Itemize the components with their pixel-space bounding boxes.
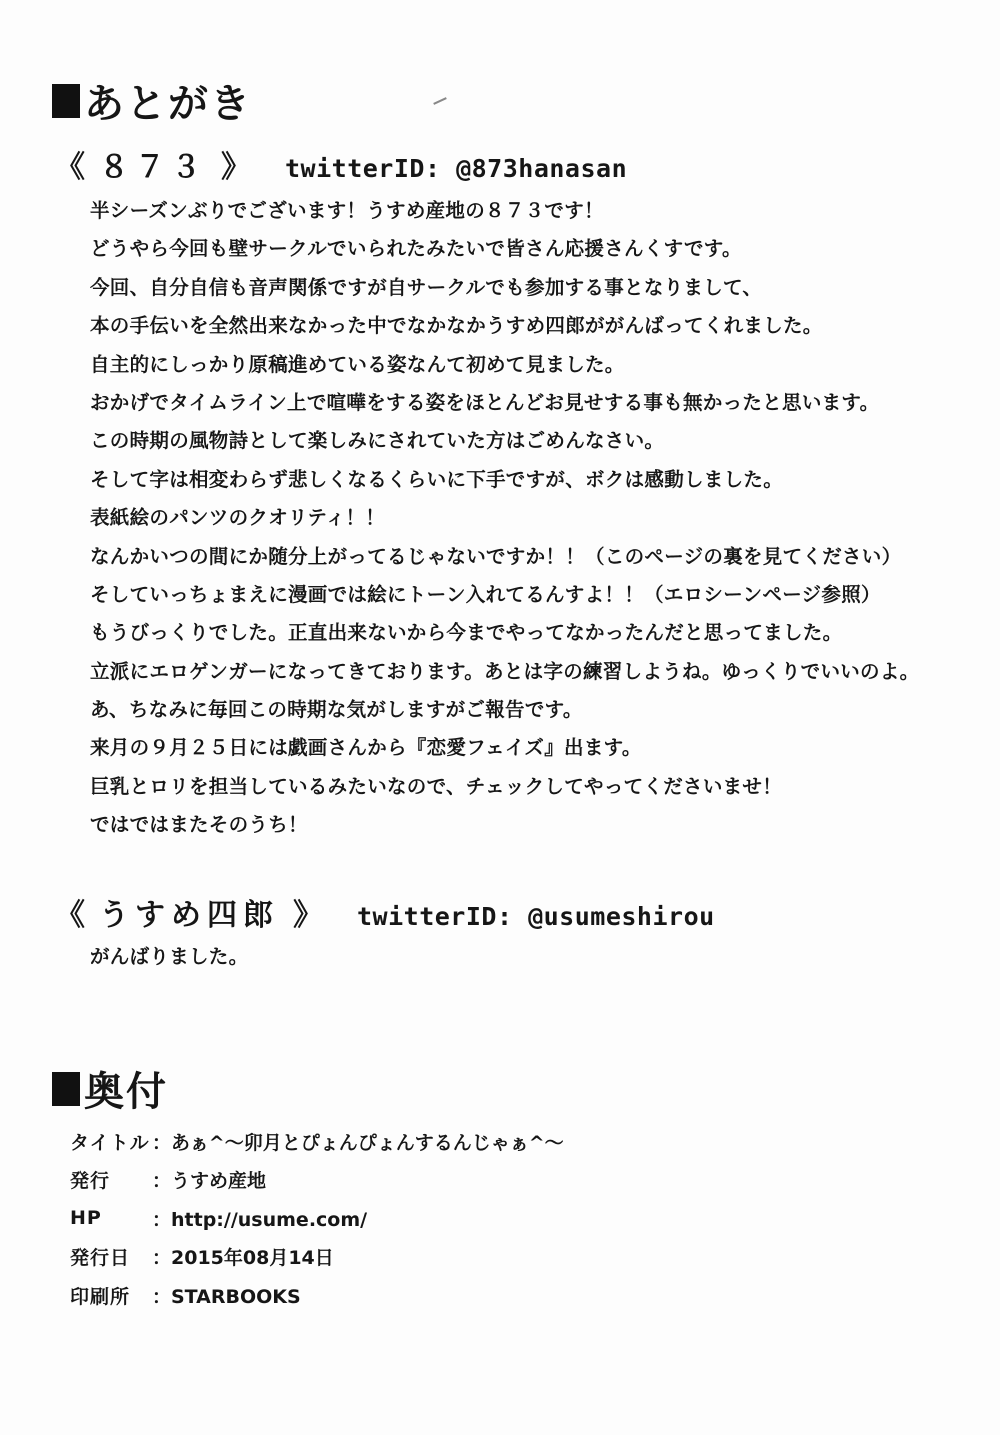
afterword-heading-text: あとがき xyxy=(84,81,252,127)
message-line: 自主的にしっかり原稿進めている姿なんて初めて見ました。 xyxy=(90,352,625,376)
author2-twitter: twitterID: @usumeshirou xyxy=(357,902,715,931)
colophon-row xyxy=(70,1161,564,1200)
colophon-label: 印刷所 xyxy=(70,1285,131,1308)
message-line: どうやら今回も壁サークルでいられたみたいで皆さん応援さんくすです。 xyxy=(90,237,742,261)
message-line: 立派にエロゲンガーになってきております。あとは字の練習しようね。ゆっくりでいいのよ。 xyxy=(90,659,920,683)
author1-twitter: twitterID: @873hanasan xyxy=(285,154,628,183)
message-line: 本の手伝いを全然出来なかった中でなかなかうすめ四郎ががんばってくれました。 xyxy=(90,314,823,338)
message-line: そしていっちょまえに漫画では絵にトーン入れてるんすよ！！（エロシーンページ参照） xyxy=(90,582,881,606)
message-line: 半シーズンぶりでございます！うすめ産地の８７３です！ xyxy=(90,199,604,222)
message-line: 表紙絵のパンツのクオリティ！！ xyxy=(90,506,386,530)
message-line: あ、ちなみに毎回この時期な気がしますがご報告です。 xyxy=(90,698,583,722)
colophon-heading xyxy=(52,1060,168,1117)
message-line: 今回、自分自信も音声関係ですが自サークルでも参加する事となりまして、 xyxy=(90,275,763,299)
author1-name: ８７３ xyxy=(99,150,207,185)
colophon-label: 発行日 xyxy=(70,1247,131,1270)
message-line: 巨乳とロリを担当しているみたいなので、チェックしてやってくださいませ！ xyxy=(90,774,783,798)
message-line: がんばりました。 xyxy=(90,945,249,968)
author2-line xyxy=(55,890,715,934)
colophon-table xyxy=(70,1122,564,1315)
message-line: おかげでタイムライン上で喧嘩をする姿をほとんどお見せする事も無かったと思います。 xyxy=(90,390,880,414)
colophon-value: ：http://usume.com/ xyxy=(152,1208,368,1231)
colophon-row xyxy=(70,1122,564,1161)
square-bullet-icon xyxy=(52,84,80,118)
stray-mark xyxy=(433,97,447,105)
author2-name: うすめ四郎 xyxy=(99,898,279,933)
author1-line xyxy=(55,142,627,186)
colophon-row xyxy=(70,1199,564,1238)
colophon-row xyxy=(70,1276,564,1315)
author1-open-bracket: 《 xyxy=(55,150,85,185)
message-line: 来月の９月２５日には戯画さんから『恋愛フェイズ』出ます。 xyxy=(90,736,642,760)
message-line: この時期の風物詩として楽しみにされていた方はごめんなさい。 xyxy=(90,429,665,453)
colophon-value: ：あぁ^～卯月とぴょんぴょんするんじゃぁ^～ xyxy=(152,1131,564,1154)
colophon-label: タイトル xyxy=(70,1131,150,1154)
colophon-value: ：うすめ産地 xyxy=(152,1170,267,1193)
colophon-row xyxy=(70,1238,564,1277)
author1-close-bracket: 》 xyxy=(221,150,251,185)
colophon-label: 発行 xyxy=(70,1170,111,1193)
message-line: なんかいつの間にか随分上がってるじゃないですか！！（このページの裏を見てください） xyxy=(90,544,902,568)
author2-open-bracket: 《 xyxy=(55,898,85,933)
author1-message xyxy=(90,192,919,845)
author2-message xyxy=(90,938,248,976)
message-line: そして字は相変わらず悲しくなるくらいに下手ですが、ボクは感動しました。 xyxy=(90,467,784,491)
colophon-heading-text: 奥付 xyxy=(84,1069,168,1115)
afterword-heading xyxy=(52,72,252,129)
message-line: もうびっくりでした。正直出来ないから今までやってなかったんだと思ってました。 xyxy=(90,621,843,645)
square-bullet-icon xyxy=(52,1072,80,1106)
author2-close-bracket: 》 xyxy=(293,898,323,933)
colophon-value: ：STARBOOKS xyxy=(152,1285,301,1308)
message-line: ではではまたそのうち！ xyxy=(90,813,308,837)
colophon-value: ：2015年08月14日 xyxy=(152,1247,334,1270)
colophon-label: HP xyxy=(70,1207,102,1230)
